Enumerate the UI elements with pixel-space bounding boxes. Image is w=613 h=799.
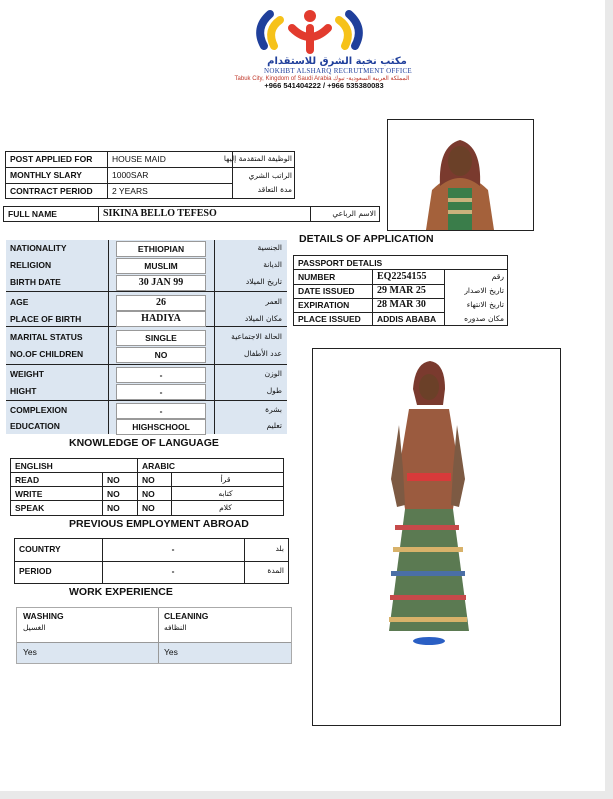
children-label: NO.OF CHILDREN [10,349,84,359]
height-label: HIGHT [10,386,37,396]
write-ar: كتابه [218,489,233,498]
marital-status-label: MARITAL STATUS [10,332,83,342]
country-label: COUNTRY [19,544,61,554]
office-phones: +966 541404222 / +966 535380083 [264,81,384,90]
full-body-photo [312,348,561,726]
children-ar: عدد الأطفال [244,349,282,358]
read-english: NO [107,475,120,485]
period-value: - [171,566,175,576]
age-ar: العمر [265,297,282,306]
employment-table [14,538,289,584]
religion-value: MUSLIM [116,258,206,274]
salary-ar: الراتب الشري [248,171,292,180]
salary-value: 1000SAR [112,170,149,180]
read-ar: قرأ [220,475,231,484]
place-of-birth-label: PLACE OF BIRTH [10,314,82,324]
age-label: AGE [10,297,29,307]
office-logo [252,6,367,58]
weight-label: WEIGHT [10,369,44,379]
write-arabic: NO [142,489,155,499]
logo-figures-icon [252,6,367,58]
contract-label: CONTRACT PERIOD [10,186,93,196]
speak-english: NO [107,503,120,513]
passport-issued-value: 29 MAR 25 [377,285,426,296]
language-title: KNOWLEDGE OF LANGUAGE [69,437,219,449]
weight-ar: الوزن [264,369,282,378]
portrait-photo [387,119,534,231]
contract-ar: مدة التعاقد [257,185,292,194]
language-english-header: ENGLISH [15,461,53,471]
complexion-value: - [116,403,206,419]
birth-date-ar: تاريخ الميلاد [245,277,282,286]
speak-arabic: NO [142,503,155,513]
speak-label: SPEAK [15,503,45,513]
write-label: WRITE [15,489,43,499]
personal-table [6,240,287,434]
place-of-birth-ar: مكان الميلاد [244,314,282,323]
passport-place-label: PLACE ISSUED [298,314,361,324]
full-name-value: SIKINA BELLO TEFESO [103,208,217,219]
passport-number-label: NUMBER [298,272,336,282]
salary-label: MONTHLY SLARY [10,170,82,180]
work-table [16,607,292,664]
period-label: PERIOD [19,566,52,576]
language-arabic-header: ARABIC [142,461,176,471]
nationality-ar: الجنسية [257,243,282,252]
washing-value: Yes [23,647,37,657]
passport-expiration-value: 28 MAR 30 [377,299,426,310]
marital-status-ar: الحالة الاجتماعية [231,332,282,341]
cleaning-value: Yes [164,647,178,657]
children-value: NO [116,347,206,363]
read-arabic: NO [142,475,155,485]
speak-ar: كلام [219,503,232,512]
work-experience-title: WORK EXPERIENCE [69,586,173,598]
post-ar: الوظيفة المتقدمة إليها [223,154,292,163]
birth-date-value: 30 JAN 99 [116,275,206,291]
height-value: - [116,384,206,400]
passport-issued-label: DATE ISSUED [298,286,355,296]
passport-number-ar: رقم [491,272,504,281]
job-table [5,151,295,199]
education-label: EDUCATION [10,421,60,431]
full-body-figure-icon [313,349,560,725]
washing-label: WASHING [23,611,64,621]
religion-ar: الديانة [263,260,282,269]
passport-issued-ar: تاريخ الاصدار [464,286,504,295]
post-value: HOUSE MAID [112,154,166,164]
complexion-ar: بشرة [265,405,282,414]
passport-expiration-ar: تاريخ الانتهاء [466,300,504,309]
contract-value: 2 YEARS [112,186,148,196]
passport-expiration-label: EXPIRATION [298,300,350,310]
full-name-row [3,206,380,222]
age-value: 26 [116,295,206,311]
full-name-label: FULL NAME [8,209,57,219]
portrait-figure-icon [388,120,533,230]
height-ar: طول [266,386,282,395]
passport-place-ar: مكان صدوره [464,314,504,323]
complexion-label: COMPLEXION [10,405,68,415]
religion-label: RELIGION [10,260,52,270]
write-english: NO [107,489,120,499]
weight-value: - [116,367,206,383]
read-label: READ [15,475,40,485]
post-label: POST APPLIED FOR [10,154,93,164]
country-value: - [171,544,175,554]
education-value: HIGHSCHOOL [116,419,206,435]
full-name-ar: الاسم الرباعي [332,209,376,218]
language-table [10,458,284,516]
office-address: Tabuk City, Kingdom of Saudi Arabia المملكة العربية السعودية- تبوك [234,76,410,82]
washing-ar: الغسيل [23,623,46,632]
office-arabic-name: مكتب نخبة الشرق للاستقدام [267,56,407,67]
details-of-application-title: DETAILS OF APPLICATION [299,233,434,245]
passport-table [293,255,508,326]
birth-date-label: BIRTH DATE [10,277,61,287]
education-ar: تعليم [266,421,282,430]
period-ar: المدة [267,566,284,575]
passport-number-value: EQ2254155 [377,271,427,282]
passport-title: PASSPORT DETALIS [298,258,383,268]
nationality-value: ETHIOPIAN [116,241,206,257]
office-english-name: NOKHBT ALSHARQ RECRUTMENT OFFICE [264,67,412,75]
place-of-birth-value: HADIYA [116,311,206,327]
marital-status-value: SINGLE [116,330,206,346]
cleaning-label: CLEANING [164,611,209,621]
passport-place-value: ADDIS ABABA [377,314,437,324]
cleaning-ar: النظافه [164,623,187,632]
employment-title: PREVIOUS EMPLOYMENT ABROAD [69,518,249,530]
country-ar: بلد [275,544,284,553]
nationality-label: NATIONALITY [10,243,67,253]
